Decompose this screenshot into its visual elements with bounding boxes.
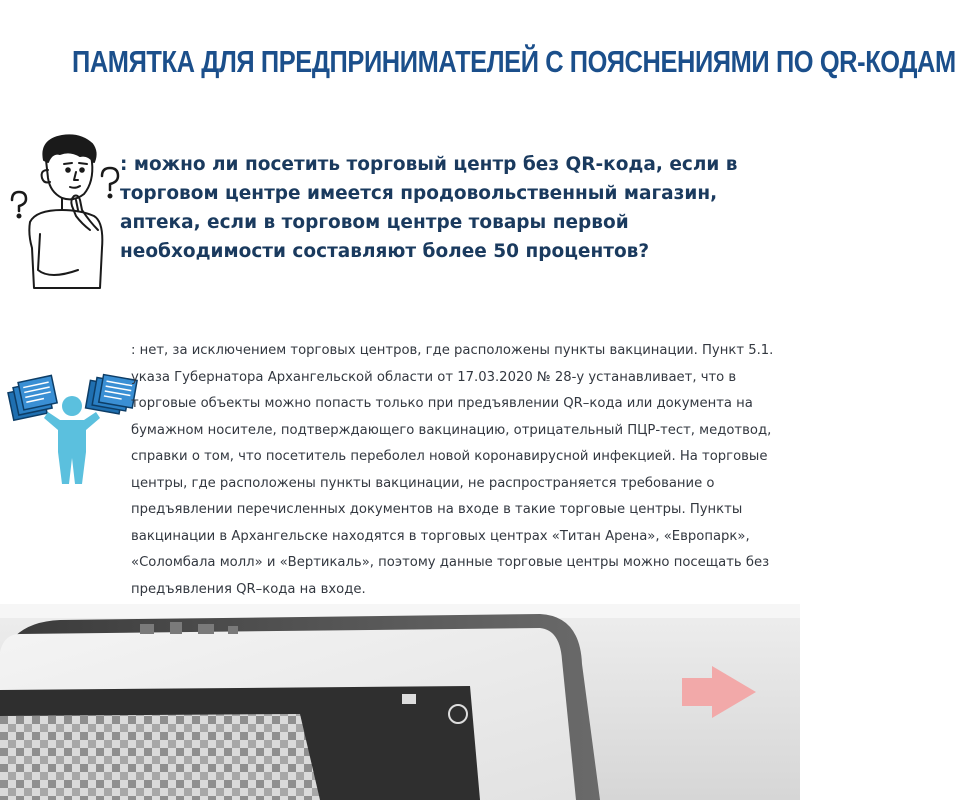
question-text: : можно ли посетить торговый центр без QR-кода, если в торговом центре имеется продовольственный магазин, аптека, если в торговом центре товары первой необходимости составляют более 50 процентов? (120, 154, 738, 262)
page-title: ПАМЯТКА ДЛЯ ПРЕДПРИНИМАТЕЛЕЙ С ПОЯСНЕНИЯМИ ПО QR-КОДАМ (72, 44, 956, 79)
thinking-person-icon (10, 130, 132, 290)
person-with-documents-icon (8, 372, 136, 488)
answer-text: : нет, за исключением торговых центров, где расположены пункты вакцинации. Пункт 5.1. указа Губернатора Архангельской области от 17.03.2020 № 28-у устанавливает, что в торговые объекты можно попасть только при предъявлении QR–кода или документа на бумажном носителе, подтверждающего вакцинацию, отрицательный ПЦР-тест, медотвод, справки о том, что посетитель переболел новой коронавирусной инфекцией. На торговые центры, где расположены пункты вакцинации, не распространяется требование о предъявлении перечисленных документов на входе в такие торговые центры. Пункты вакцинации в Архангельске находятся в торговых центрах «Титан Арена», «Европарк», «Соломбала молл» и «Вертикаль», поэтому данные торговые центры можно посещать без предъявления QR–кода на входе. (131, 343, 774, 597)
phone-background-image (0, 604, 800, 800)
